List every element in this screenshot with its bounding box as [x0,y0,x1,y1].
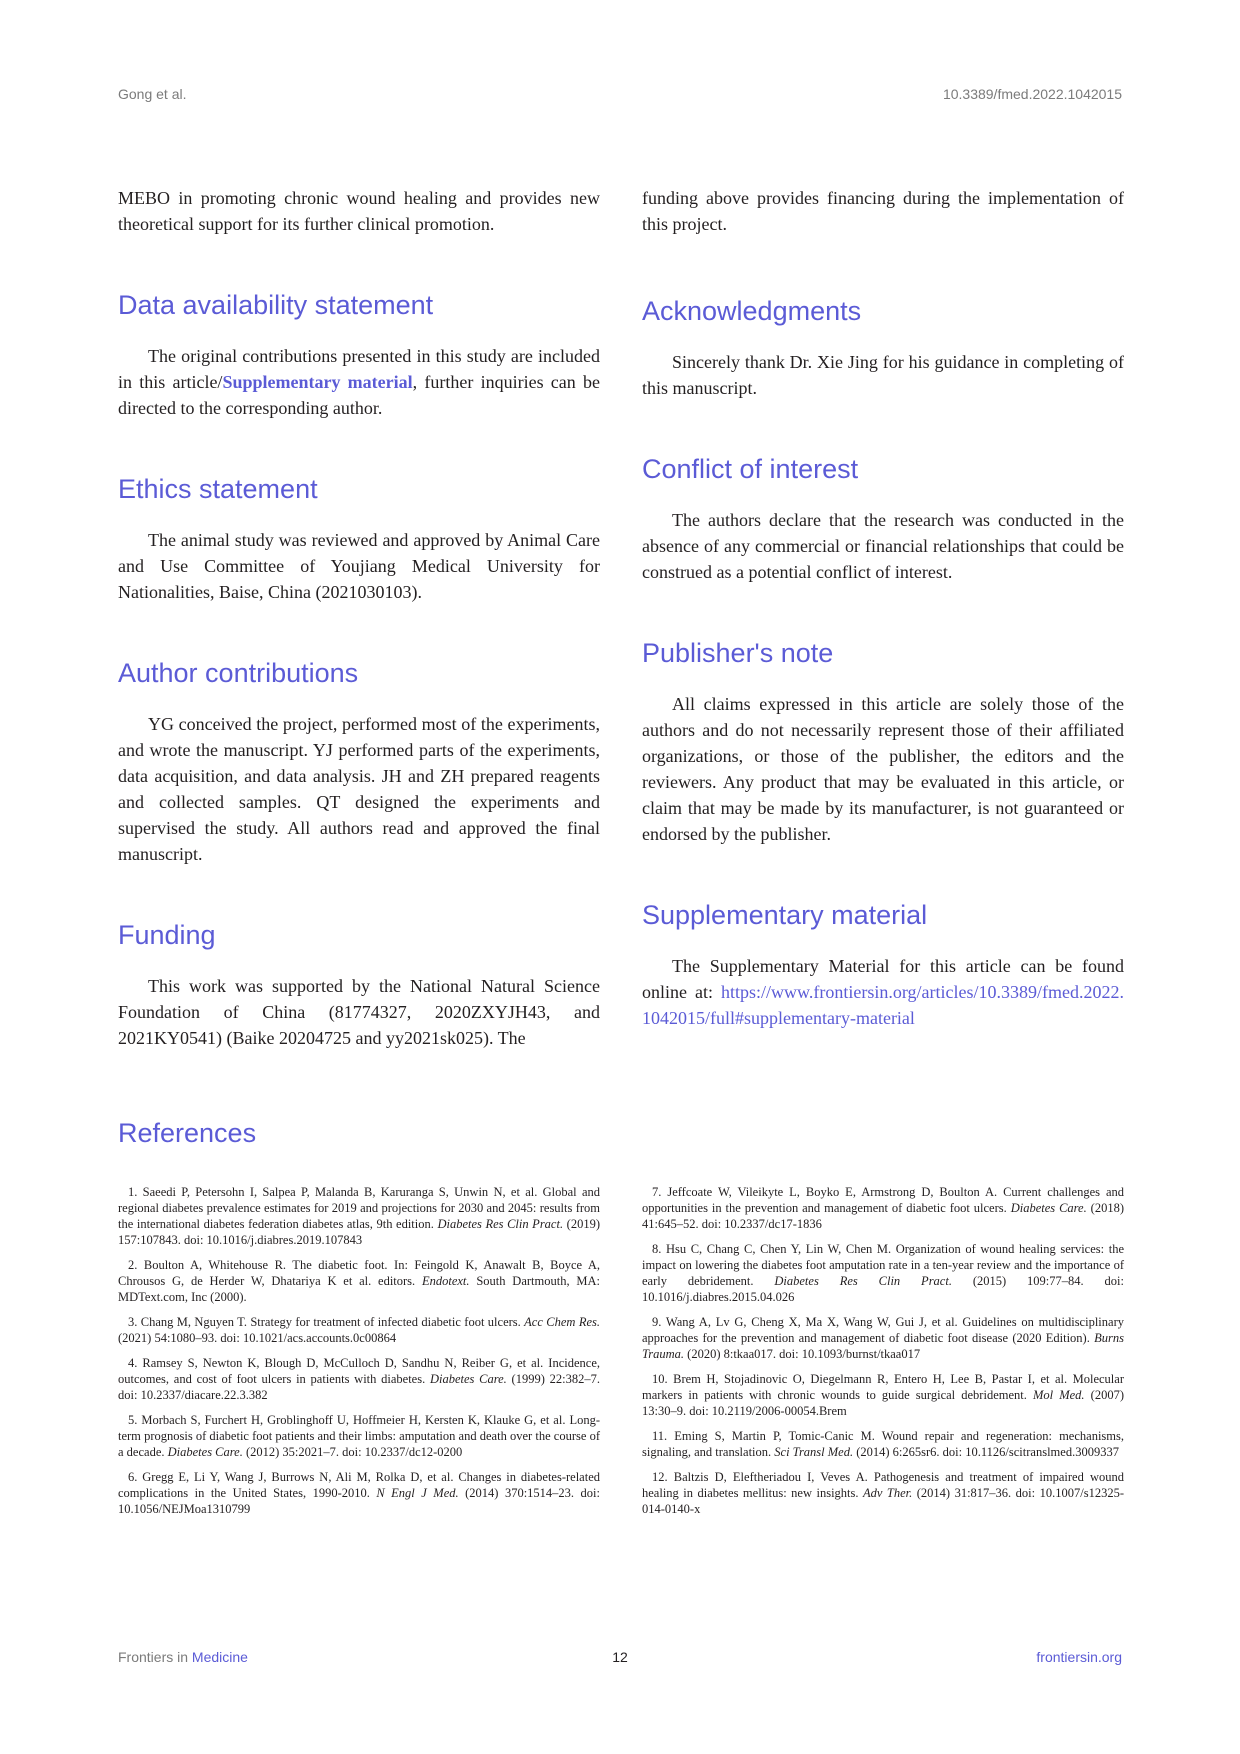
conflict-heading: Conflict of interest [642,454,859,484]
reference-item [642,1469,1124,1517]
reference-authors-title: 6. Gregg E, Li Y, Wang J, Burrows N, Ali M, Rolka D, et al. Changes in diabetes-related complications in the United States, 1990-2010. [118,1470,600,1500]
reference-journal: Mol Med. [1032,1388,1085,1402]
page-number: 12 [612,1649,628,1665]
reference-authors-title: 5. Morbach S, Furchert H, Groblinghoff U, Hoffmeier H, Kersten K, Klauke G, et al. Long-term prognosis of diabetic foot patients and their limbs: amputation and death over the course of a decade. [118,1413,600,1459]
reference-item [642,1314,1124,1362]
supplementary-text-start: The Supplementary Material for this article can be found online at: [642,956,1124,1002]
reference-details: (1999) 22:382–7. doi: 10.2337/diacare.22.3.382 [118,1372,600,1402]
reference-authors-title: 1. Saeedi P, Petersohn I, Salpea P, Malanda B, Karuranga S, Unwin N, et al. Global and regional diabetes prevalence estimates for 2019 and projections for 2030 and 2045: results from the international diabetes federation diabetes atlas, 9th edition. [118,1185,600,1231]
reference-details: South Dartmouth, MA: MDText.com, Inc (2000). [118,1274,600,1304]
supplementary-text [642,953,1124,1031]
reference-details: (2021) 54:1080–93. doi: 10.1021/acs.accounts.0c00864 [118,1331,397,1345]
reference-journal: Acc Chem Res. [524,1315,600,1329]
data-availability-text-end: , further inquiries can be directed to the corresponding author. [118,372,600,418]
reference-details: (2014) 31:817–36. doi: 10.1007/s12325-014-0140-x [642,1486,1124,1516]
ethics-text: The animal study was reviewed and approved by Animal Care and Use Committee of Youjiang Medical University for Nationalities, Baise, China (2021030103). [118,530,600,602]
reference-journal: Diabetes Care. [429,1372,507,1386]
reference-authors-title: 3. Chang M, Nguyen T. Strategy for treatment of infected diabetic foot ulcers. [128,1315,525,1329]
reference-journal: Diabetes Care. [167,1445,243,1459]
reference-journal: Diabetes Care. [1010,1201,1087,1215]
reference-authors-title: 8. Hsu C, Chang C, Chen Y, Lin W, Chen M. Organization of wound healing services: the impact on lowering the diabetes foot amputation rate in a ten-year review and the importance of early debridement. [642,1242,1124,1288]
reference-item [642,1428,1124,1460]
reference-details: (2015) 109:77–84. doi: 10.1016/j.diabres.2015.04.026 [642,1274,1124,1304]
reference-item [118,1184,600,1248]
reference-journal: Sci Transl Med. [774,1445,854,1459]
reference-details: (2014) 370:1514–23. doi: 10.1056/NEJMoa1310799 [118,1486,600,1516]
reference-details: (2019) 157:107843. doi: 10.1016/j.diabres.2019.107843 [118,1217,600,1247]
supplementary-material-link[interactable]: Supplementary material [222,372,413,392]
reference-authors-title: 4. Ramsey S, Newton K, Blough D, McCulloch D, Sandhu N, Reiber G, et al. Incidence, outcomes, and cost of foot ulcers in patients with diabetes. [118,1356,600,1386]
reference-details: (2007) 13:30–9. doi: 10.2119/2006-00054.Brem [642,1388,1124,1418]
data-availability-heading: Data availability statement [118,290,434,320]
data-availability-text [118,343,600,421]
reference-authors-title: 9. Wang A, Lv G, Cheng X, Ma X, Wang W, Gui J, et al. Guidelines on multidisciplinary approaches for the prevention and management of diabetic foot disease (2020 Edition). [642,1315,1124,1345]
acknowledgments-text: Sincerely thank Dr. Xie Jing for his guidance in completing of this manuscript. [642,352,1124,398]
reference-authors-title: 12. Baltzis D, Eleftheriadou I, Veves A. Pathogenesis and treatment of impaired wound healing in diabetes mellitus: new insights. [642,1470,1124,1500]
reference-item [118,1412,600,1460]
reference-item [642,1371,1124,1419]
reference-item [118,1355,600,1403]
reference-details: (2012) 35:2021–7. doi: 10.2337/dc12-0200 [242,1445,463,1459]
header-doi: 10.3389/fmed.2022.1042015 [942,86,1122,102]
author-contributions-text: YG conceived the project, performed most of the experiments, and wrote the manuscript. YJ performed parts of the experiments, data acquisition, and data analysis. JH and ZH prepared reagents and collected samples. QT designed the experiments and supervised the study. All authors read and approved the final manuscript. [118,714,600,864]
footer-journal-prefix: Frontiers in [118,1649,189,1665]
references-heading: References [118,1118,257,1148]
data-availability-text-start: The original contributions presented in this study are included in this article/ [118,346,600,392]
funding-continuation: funding above provides financing during the implementation of this project. [642,188,1124,234]
supplementary-heading: Supplementary material [642,900,928,930]
funding-text: This work was supported by the National Natural Science Foundation of China (81774327, 2020ZXYJH43, and 2021KY0541) (Baike 20204725 and yy2021sk025). The [118,976,600,1048]
intro-continuation: MEBO in promoting chronic wound healing and provides new theoretical support for its further clinical promotion. [118,188,600,234]
reference-authors-title: 7. Jeffcoate W, Vileikyte L, Boyko E, Armstrong D, Boulton A. Current challenges and opportunities in the prevention and management of diabetic foot ulcers. [642,1185,1124,1215]
reference-details: (2014) 6:265sr6. doi: 10.1126/scitranslmed.3009337 [853,1445,1119,1459]
acknowledgments-heading: Acknowledgments [642,296,862,326]
reference-journal: Endotext. [421,1274,470,1288]
reference-journal: Burns Trauma. [642,1331,1124,1361]
supplementary-url-link[interactable]: https://www.frontiersin.org/articles/10.3389/fmed.2022.1042015/full#supplementary-material [642,982,1124,1028]
reference-authors-title: 10. Brem H, Stojadinovic O, Diegelmann R, Entero H, Lee B, Pastar I, et al. Molecular markers in patients with chronic wounds to guide surgical debridement. [642,1372,1124,1402]
reference-item [118,1314,600,1346]
reference-item [118,1257,600,1305]
header-authors: Gong et al. [118,86,187,102]
footer-site-link[interactable]: frontiersin.org [1036,1649,1122,1665]
reference-journal: Diabetes Res Clin Pract. [437,1217,564,1231]
reference-details: (2018) 41:645–52. doi: 10.2337/dc17-1836 [642,1201,1124,1231]
conflict-text: The authors declare that the research was conducted in the absence of any commercial or financial relationships that could be construed as a potential conflict of interest. [642,510,1124,582]
footer-journal-accent: Medicine [191,1649,248,1665]
author-contributions-heading: Author contributions [118,658,359,688]
left-column [118,185,600,1051]
publisher-note-heading: Publisher's note [642,638,834,668]
reference-journal: N Engl J Med. [376,1486,459,1500]
reference-authors-title: 2. Boulton A, Whitehouse R. The diabetic foot. In: Feingold K, Anawalt B, Boyce A, Chrousos G, de Herder W, Dhatariya K et al. editors. [118,1258,600,1288]
funding-heading: Funding [118,920,216,950]
reference-item [118,1469,600,1517]
reference-item [642,1184,1124,1232]
right-column [642,185,1124,1031]
page-footer [118,1649,1122,1669]
publisher-note-text: All claims expressed in this article are solely those of the authors and do not necessarily represent those of their affiliated organizations, or those of the publisher, the editors and the reviewers. Any product that may be evaluated in this article, or claim that may be made by its manufacturer, is not guaranteed or endorsed by the publisher. [642,694,1124,844]
reference-details: (2020) 8:tkaa017. doi: 10.1093/burnst/tkaa017 [684,1347,921,1361]
reference-item [642,1241,1124,1305]
references-right-column [642,1184,1124,1526]
reference-journal: Adv Ther. [863,1486,913,1500]
reference-journal: Diabetes Res Clin Pract. [774,1274,952,1288]
reference-authors-title: 11. Eming S, Martin P, Tomic-Canic M. Wound repair and regeneration: mechanisms, signaling, and translation. [642,1429,1124,1459]
running-header [118,86,1122,106]
references-left-column [118,1184,600,1526]
ethics-heading: Ethics statement [118,474,318,504]
